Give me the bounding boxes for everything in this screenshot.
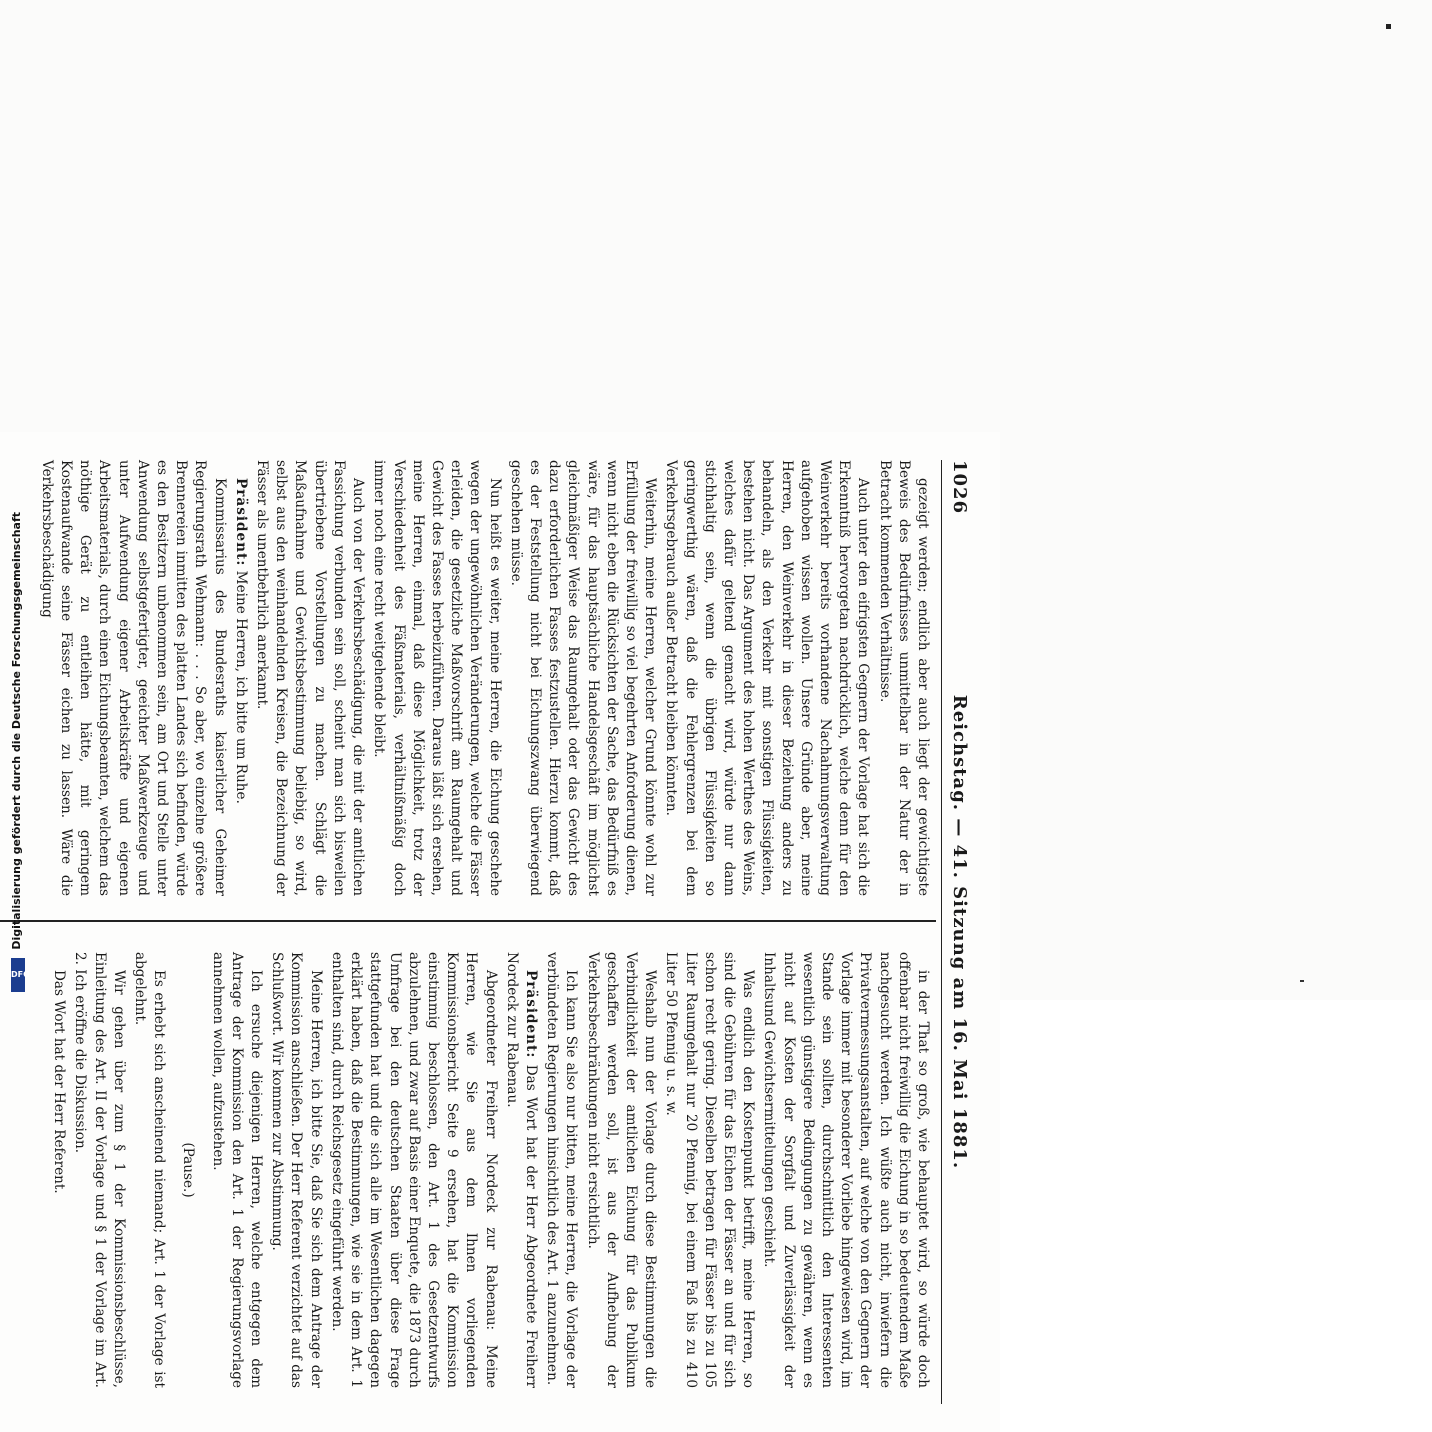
pause-note: (Pause.) bbox=[180, 1142, 197, 1198]
paragraph: in der That so groß, wie behauptet wird, so würde doch offenbar nicht freiwillig die Eichung in so bedeutendem Maße nachgesucht werden. Ich wüßte auch nicht, inwiefern die Privatvermessungsanstalten, auf welche von den Gegnern der Vorlage immer mit besonderer Vorliebe hingewiesen wird, im Stande sein sollten, durchschnittlich den Interessenten wesentlich günstigere Bedingungen zu gewähren, wenn es nicht auf Kosten der Sorgfalt und Zuverlässigkeit der Inhaltsund Gewichtsermittelungen geschieht. bbox=[761, 952, 931, 1388]
paragraph: Kommissarius des Bundesraths kaiserlicher Geheimer Regierungsrath Wehmann: . . . So aber, wo einzelne größere Brennereien inmitten des platten Landes sich befinden, würde es den Besitzern unbenommen sein, am Ort und Stelle unter Anwendung selbstgefertigter, geeichter Maßwerkzeuge und unter Aufwendung eigener Arbeitskräfte und eigenen Arbeitsmaterials, durch einen Eichungsbeamten, welchem das nöthige Gerät zu entleihen hätte, mit geringem Kostenaufwande seine Fässer eichen zu lassen. Wäre die Verkehrsbeschädigung bbox=[38, 460, 228, 896]
paragraph: Weshalb nun der Vorlage durch diese Bestimmungen die Verbindlichkeit der amtlichen Eichung für das Publikum geschaffen werden soll, ist aus der Aufhebung der Verkehrsbeschränkungen nicht ersichtlich. bbox=[584, 952, 659, 1388]
paragraph: gezeigt werden; endlich aber auch liegt der gewichtigste Beweis des Bedürfnisses unmittelbar in der Natur der in Betracht kommenden Verhältnisse. bbox=[876, 460, 931, 896]
page-number: 1026 bbox=[949, 460, 970, 515]
speech-text: Meine Herren, ich bitte um Ruhe. bbox=[232, 570, 249, 804]
paragraph: Das Wort hat der Herr Referent. bbox=[51, 970, 68, 1194]
page-header bbox=[941, 460, 972, 1404]
credit-text: Digitalisierung gefördert durch die Deutsche Forschungsgemeinschaft bbox=[10, 512, 23, 950]
president-remark bbox=[231, 460, 250, 896]
page-title: Reichstag. — 41. Sitzung am 16. Mai 1881. bbox=[949, 694, 970, 1170]
dfg-logo: DFG bbox=[11, 958, 25, 992]
paragraph: Abgeordneter Freiherr Nordeck zur Rabenau: Meine Herren, wie Sie aus dem Ihnen vorliegenden Kommissionsbericht Seite 9 ersehen, hat die Kommission einstimmig beschlossen, den Art. 1 des Gesetzentwurfs abzulehnen, und zwar auf Basis einer Enquete, die 1873 durch Umfrage bei den deutschen Staaten über diese Frage stattgefunden hat und die sich alle im Wesentlichen dagegen erklärt haben, daß die Bestimmungen, wie sie in dem Art. 1 enthalten sind, durch Reichsgesetz eingeführt werden. bbox=[328, 952, 499, 1388]
paragraph: Meine Herren, ich bitte Sie, daß Sie sich dem Antrage der Kommission anschließen. Der Herr Referent verzichtet auf das Schlußwort. Wir kommen zur Abstimmung. bbox=[269, 952, 324, 1388]
speech-text: Das Wort hat der Herr Abgeordnete Freiherr Nordeck zur Rabenau. bbox=[503, 952, 539, 1388]
paragraph: Wir gehen über zum § 1 der Kommissionsbeschlüsse, Einleitung des Art. II der Vorlage und § 1 der Vorlage im Art. 2. Ich eröffne die Diskussion. bbox=[72, 952, 127, 1388]
digitization-credit bbox=[8, 0, 30, 1000]
paragraph: Ich kann Sie also nur bitten, meine Herren, die Vorlage der verbündeten Regierungen hinsichtlich des Art. 1 anzunehmen. bbox=[544, 952, 580, 1388]
left-column bbox=[0, 460, 932, 896]
president-remark bbox=[502, 952, 540, 1388]
rotated-document-page bbox=[0, 432, 1000, 1432]
paragraph: Weiterhin, meine Herren, welcher Grund könnte wohl zur Erfüllung der freiwillig so viel begehrten Anforderung dienen, wenn nicht eben die Rücksichten der Sache, das Bedürfniß es wäre, für das hauptsächliche Handelsgeschäft im möglichst gleichmäßiger Weise das Raumgehalt oder das Gewicht des dazu erforderlichen Fasses festzustellen. Hierzu kommt, daß es der Feststellung nicht bei Eichungszwang überwiegend geschehen müsse. bbox=[507, 460, 659, 896]
paragraph: Nun heißt es weiter, meine Herren, die Eichung geschehe wegen der ungewöhnlichen Veränderungen, welche die Fässer erleiden, die gesetzliche Maßvorschrift am Raumgehalt und Gewicht des Fasses herbeizuführen. Daraus läßt sich ersehen, meine Herren, einmal, daß diese Möglichkeit, trotz der Verschiedenheit des Fäßmaterials, verhältnißmäßig doch immer noch eine recht weitgehende bleibt. bbox=[371, 460, 503, 896]
paragraph: Auch von der Verkehrsbeschädigung, die mit der amtlichen Fassichung verbunden sein soll, scheint man sich bisweilen übertriebene Vorstellungen zu machen. Schlägt die Maßaufnahme und Gewichtsbestimmung beliebig, so wird, selbst aus den weinhandelnden Kreisen, die Bezeichnung der Fässer als unentbehrlich anerkannt. bbox=[254, 460, 367, 896]
paragraph: Auch unter den eifrigsten Gegnern der Vorlage hat sich die Erkenntniß hervorgetan nachdrücklich, welche denn für den Weinverkehr bereits vorhandene Nachahmungsverwaltung aufgehoben wissen wollen. Unsere Gründe aber, meine Herren, den Weinverkehr in dieser Beziehung anders zu behandeln, als den Verkehr mit sonstigen Flüssigkeiten, bestehen nicht. Das Argument des hohen Werthes des Weins, welches dafür geltend gemacht wird, würde nur dann stichhaltig sein, wenn die übrigen Flüssigkeiten so geringwerthig wären, daß die Fehlergrenzen bei dem Verkehrsgebrauch außer Betracht bleiben könnten. bbox=[663, 460, 872, 896]
paragraph: Ich ersuche diejenigen Herren, welche entgegen dem Antrage der Kommission den Art. 1 der Regierungsvorlage annehmen wollen, aufzustehen. bbox=[209, 952, 265, 1388]
speaker-label: Präsident: bbox=[522, 970, 539, 1059]
scan-mark bbox=[1386, 24, 1391, 29]
right-column bbox=[0, 952, 932, 1388]
paragraph: Es erhebt sich anscheinend niemand; Art. 1 der Vorlage ist abgelehnt. bbox=[132, 952, 168, 1388]
paragraph: Was endlich den Kostenpunkt betrifft, meine Herren, so sind die Gebühren für das Eichen der Fässer an und für sich schon recht gering. Dieselben betragen für Fässer bis zu 105 Liter Raumgehalt nur 20 Pfennig, bei einem Faß bis zu 410 Liter 50 Pfennig u. s. w. bbox=[663, 952, 757, 1388]
scan-speck bbox=[1300, 980, 1304, 982]
speaker-label: Präsident: bbox=[232, 478, 249, 567]
column-divider bbox=[0, 920, 936, 922]
